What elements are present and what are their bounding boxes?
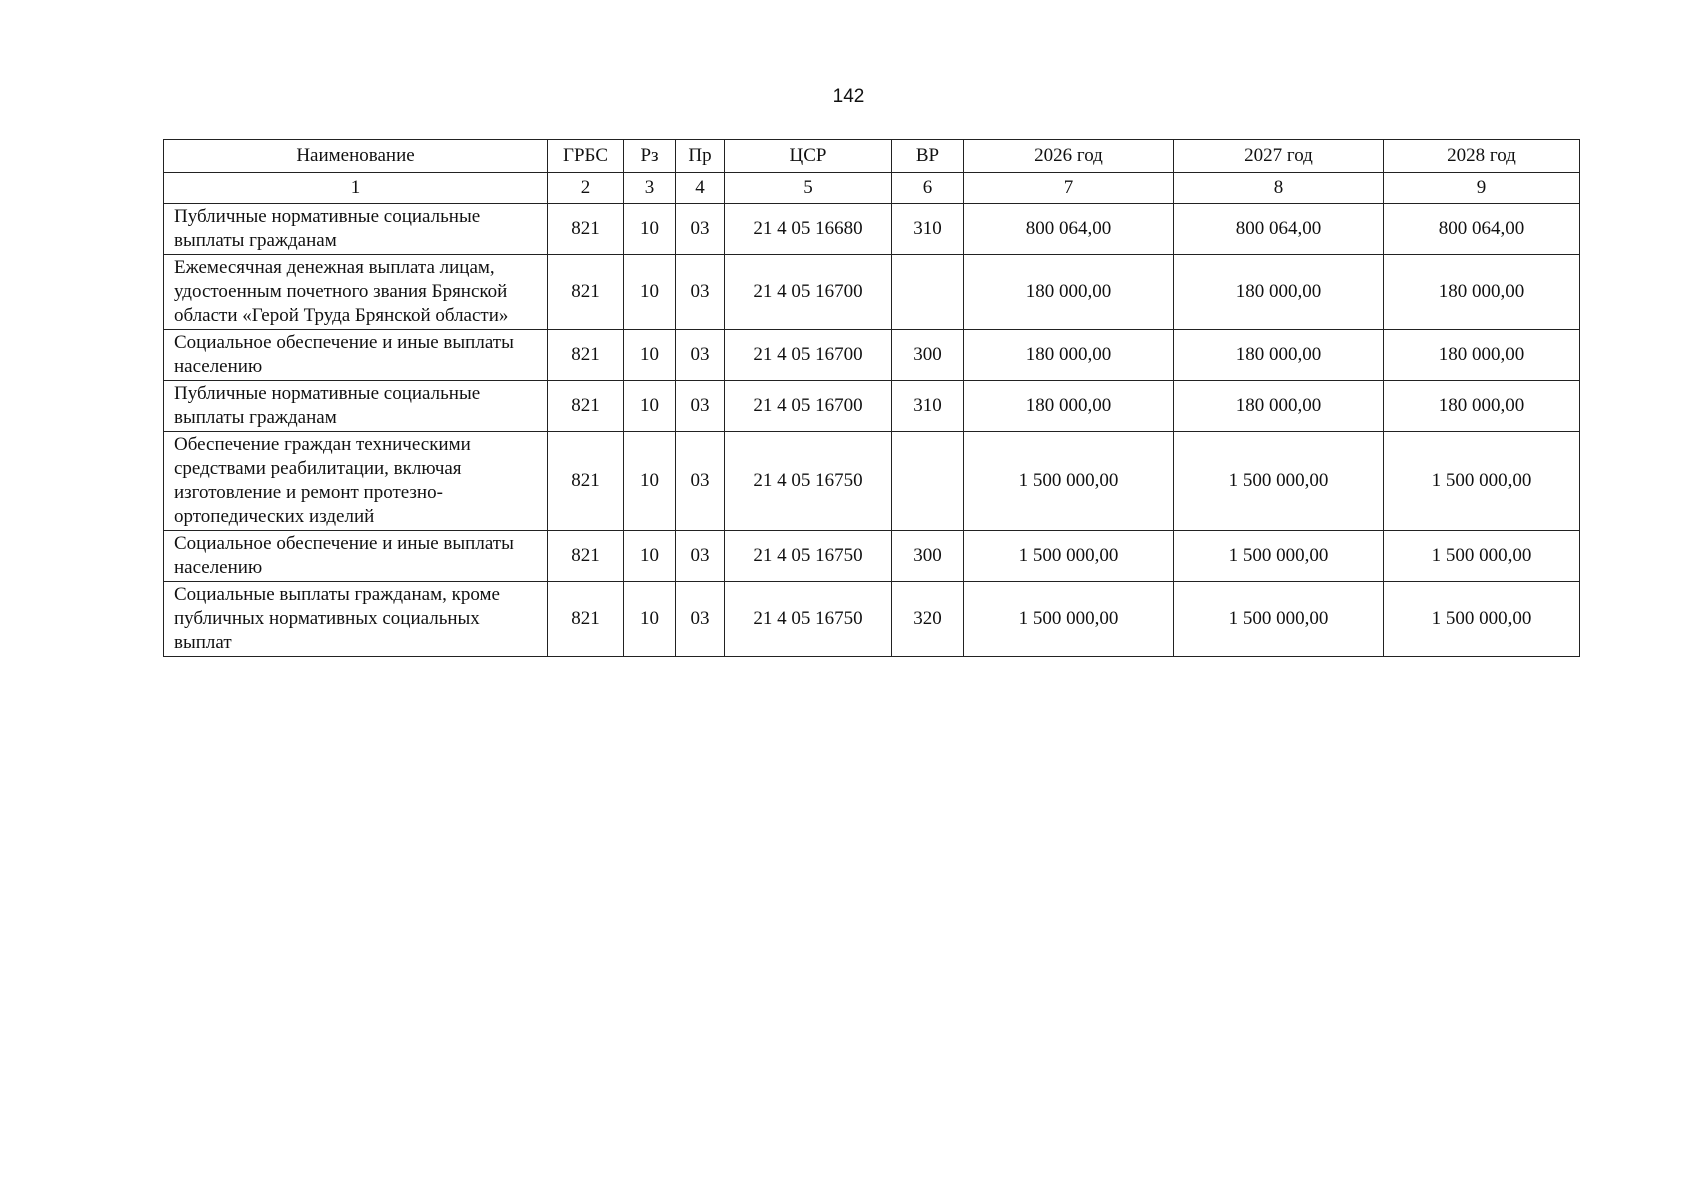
cell-2027: 180 000,00 [1174,381,1384,432]
cell-vr: 310 [892,381,964,432]
cell-name: Социальное обеспечение и иные выплаты населению [164,330,548,381]
cell-rz: 10 [624,204,676,255]
cell-grbs: 821 [548,432,624,531]
cell-2026: 180 000,00 [964,381,1174,432]
cell-2026: 180 000,00 [964,330,1174,381]
cell-vr [892,255,964,330]
cell-2028: 180 000,00 [1384,255,1580,330]
cell-2027: 800 064,00 [1174,204,1384,255]
table-row [164,255,1580,330]
column-number: 6 [892,173,964,204]
cell-grbs: 821 [548,330,624,381]
cell-2027: 180 000,00 [1174,330,1384,381]
table-row [164,582,1580,657]
cell-vr [892,432,964,531]
cell-rz: 10 [624,531,676,582]
column-number: 9 [1384,173,1580,204]
cell-grbs: 821 [548,255,624,330]
header-rz: Рз [624,140,676,173]
cell-grbs: 821 [548,204,624,255]
cell-pr: 03 [676,255,725,330]
column-number: 1 [164,173,548,204]
column-number: 5 [725,173,892,204]
cell-2026: 180 000,00 [964,255,1174,330]
cell-name: Публичные нормативные социальные выплаты гражданам [164,381,548,432]
header-2026: 2026 год [964,140,1174,173]
cell-rz: 10 [624,432,676,531]
cell-2028: 1 500 000,00 [1384,531,1580,582]
cell-2026: 800 064,00 [964,204,1174,255]
table-row [164,432,1580,531]
header-pr: Пр [676,140,725,173]
cell-name: Социальные выплаты гражданам, кроме публичных нормативных социальных выплат [164,582,548,657]
header-csr: ЦСР [725,140,892,173]
column-number-row [164,173,1580,204]
cell-2027: 1 500 000,00 [1174,582,1384,657]
cell-name: Ежемесячная денежная выплата лицам, удостоенным почетного звания Брянской области «Герой Труда Брянской области» [164,255,548,330]
cell-2027: 1 500 000,00 [1174,432,1384,531]
cell-2028: 800 064,00 [1384,204,1580,255]
cell-2027: 180 000,00 [1174,255,1384,330]
cell-pr: 03 [676,381,725,432]
cell-csr: 21 4 05 16700 [725,381,892,432]
cell-pr: 03 [676,531,725,582]
header-row [164,140,1580,173]
cell-pr: 03 [676,204,725,255]
page-number: 142 [832,86,865,107]
table-row [164,204,1580,255]
cell-csr: 21 4 05 16700 [725,330,892,381]
cell-2026: 1 500 000,00 [964,582,1174,657]
cell-2028: 1 500 000,00 [1384,432,1580,531]
column-number: 3 [624,173,676,204]
cell-csr: 21 4 05 16750 [725,432,892,531]
cell-grbs: 821 [548,381,624,432]
table-row [164,381,1580,432]
cell-2026: 1 500 000,00 [964,432,1174,531]
header-grbs: ГРБС [548,140,624,173]
column-number: 7 [964,173,1174,204]
cell-rz: 10 [624,330,676,381]
cell-vr: 300 [892,531,964,582]
cell-csr: 21 4 05 16680 [725,204,892,255]
cell-grbs: 821 [548,582,624,657]
cell-rz: 10 [624,582,676,657]
cell-pr: 03 [676,330,725,381]
cell-csr: 21 4 05 16750 [725,582,892,657]
table-row [164,531,1580,582]
cell-2028: 1 500 000,00 [1384,582,1580,657]
cell-2027: 1 500 000,00 [1174,531,1384,582]
cell-rz: 10 [624,381,676,432]
cell-pr: 03 [676,432,725,531]
header-2027: 2027 год [1174,140,1384,173]
cell-2026: 1 500 000,00 [964,531,1174,582]
table-row [164,330,1580,381]
column-number: 8 [1174,173,1384,204]
cell-pr: 03 [676,582,725,657]
column-number: 2 [548,173,624,204]
cell-vr: 300 [892,330,964,381]
header-name: Наименование [164,140,548,173]
cell-rz: 10 [624,255,676,330]
cell-name: Публичные нормативные социальные выплаты гражданам [164,204,548,255]
cell-csr: 21 4 05 16700 [725,255,892,330]
cell-vr: 310 [892,204,964,255]
cell-2028: 180 000,00 [1384,330,1580,381]
cell-name: Социальное обеспечение и иные выплаты населению [164,531,548,582]
cell-name: Обеспечение граждан техническими средствами реабилитации, включая изготовление и ремонт протезно-ортопедических изделий [164,432,548,531]
cell-vr: 320 [892,582,964,657]
column-number: 4 [676,173,725,204]
cell-2028: 180 000,00 [1384,381,1580,432]
header-2028: 2028 год [1384,140,1580,173]
cell-csr: 21 4 05 16750 [725,531,892,582]
header-vr: ВР [892,140,964,173]
budget-table [163,139,1580,657]
cell-grbs: 821 [548,531,624,582]
